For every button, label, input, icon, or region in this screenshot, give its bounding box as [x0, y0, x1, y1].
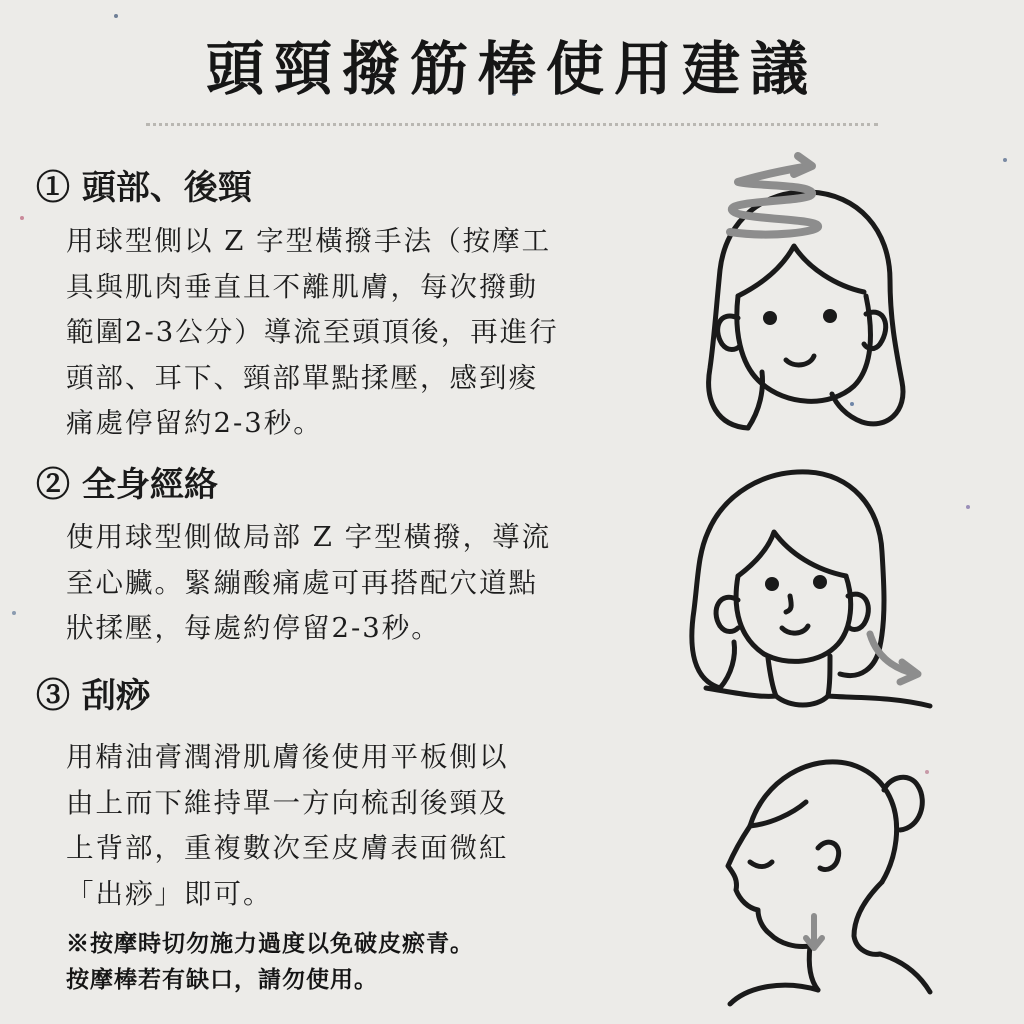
text-line: 上背部，重複數次至皮膚表面微紅 [66, 832, 509, 864]
woman-neck-arrow-icon [680, 460, 940, 720]
text-line: 「出痧」即可。 [66, 877, 273, 910]
warning-note [66, 926, 474, 998]
woman-bun-side-view-arrow-icon [700, 740, 940, 1010]
paper-speck [966, 505, 970, 509]
text-line: 用精油膏潤滑肌膚後使用平板側以 [66, 741, 509, 773]
text-line: 由上而下維持單一方向梳刮後頸及 [66, 786, 509, 819]
section-text-head-neck [66, 219, 559, 447]
section-text-meridians [66, 515, 551, 652]
section-text-guasha [66, 735, 509, 917]
paper-speck [114, 14, 118, 18]
text-line: 用球型側以 Z 字型橫撥手法（按摩工 [66, 225, 552, 257]
paper-speck [1003, 158, 1007, 162]
text-line: 痛處停留約2-3秒。 [66, 407, 323, 439]
paper-speck [20, 216, 24, 220]
woman-head-zigzag-arrow-icon [690, 150, 920, 440]
text-line: 具與肌肉垂直且不離肌膚，每次撥動 [66, 270, 538, 303]
note-line: ※按摩時切勿施力過度以免破皮瘀青。 [66, 930, 474, 957]
note-line: 按摩棒若有缺口，請勿使用。 [66, 966, 378, 993]
paper-speck [12, 611, 16, 615]
section-heading-guasha: ③ 刮痧 [36, 676, 150, 716]
page-title: 頭頸撥筋棒使用建議 [205, 35, 818, 103]
section-heading-meridians: ② 全身經絡 [36, 465, 218, 505]
text-line: 狀揉壓，每處約停留2-3秒。 [66, 612, 441, 644]
text-line: 至心臟。緊繃酸痛處可再搭配穴道點 [66, 566, 538, 599]
title-divider [146, 123, 878, 126]
section-heading-head-neck: ① 頭部、後頸 [36, 168, 252, 208]
text-line: 使用球型側做局部 Z 字型橫撥，導流 [66, 521, 552, 553]
text-line: 頭部、耳下、頸部單點揉壓，感到痠 [66, 361, 538, 394]
text-line: 範圍2-3公分）導流至頭頂後，再進行 [66, 316, 559, 348]
